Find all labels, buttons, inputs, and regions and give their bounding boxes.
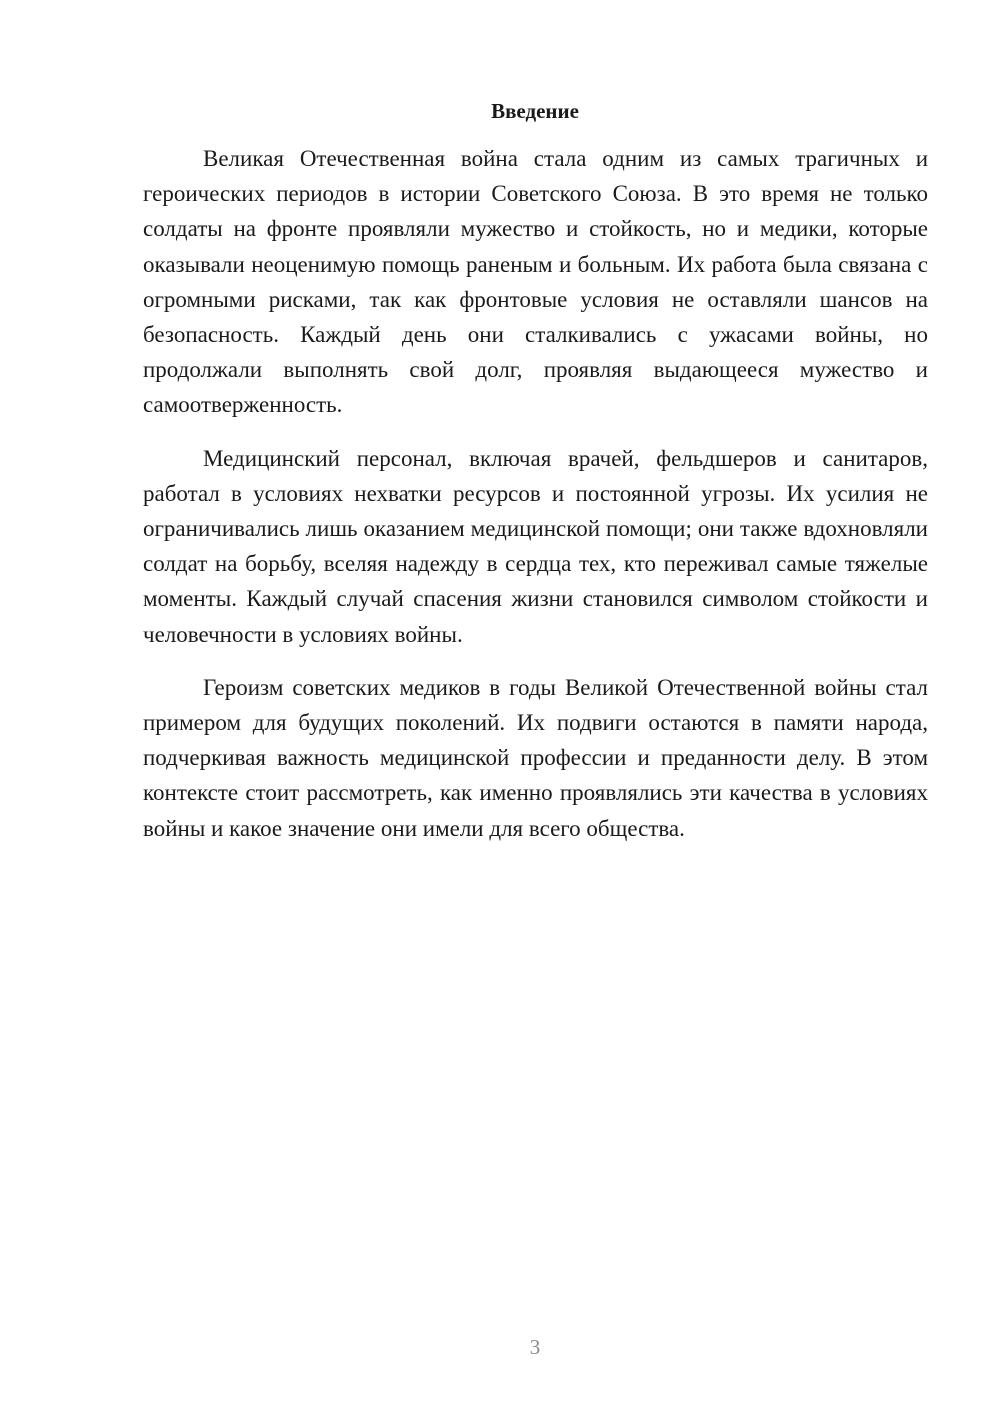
section-heading: Введение (491, 99, 579, 123)
paragraph-1: Великая Отечественная война стала одним из самых трагичных и героических периодов в истории Советского Союза. В это время не только солдаты на фронте проявляли мужество и стойкость, но и медики, которые оказывали неоценимую помощь раненым и больным. Их работа была связана с огромными рисками, так как фронтовые условия не оставляли шансов на безопасность. Каждый день они сталкивались с ужасами войны, но продолжали выполнять свой долг, проявляя выдающееся мужество и самоотверженность. (143, 146, 928, 418)
page-number: 3 (529, 1335, 541, 1359)
paragraph-3: Героизм советских медиков в годы Великой Отечественной войны стал примером для будущих поколений. Их подвиги остаются в памяти народа, подчеркивая важность медицинской профессии и преданности делу. В этом контексте стоит рассмотреть, как именно проявлялись эти качества в условиях войны и какое значение они имели для всего общества. (143, 674, 928, 841)
body-text (143, 141, 928, 864)
paragraph-2: Медицинский персонал, включая врачей, фельдшеров и санитаров, работал в условиях нехватки ресурсов и постоянной угрозы. Их усилия не ограничивались лишь оказанием медицинской помощи; они также вдохновляли солдат на борьбу, вселяя надежду в сердца тех, кто переживал самые тяжелые моменты. Каждый случай спасения жизни становился символом стойкости и человечности в условиях войны. (143, 445, 928, 647)
